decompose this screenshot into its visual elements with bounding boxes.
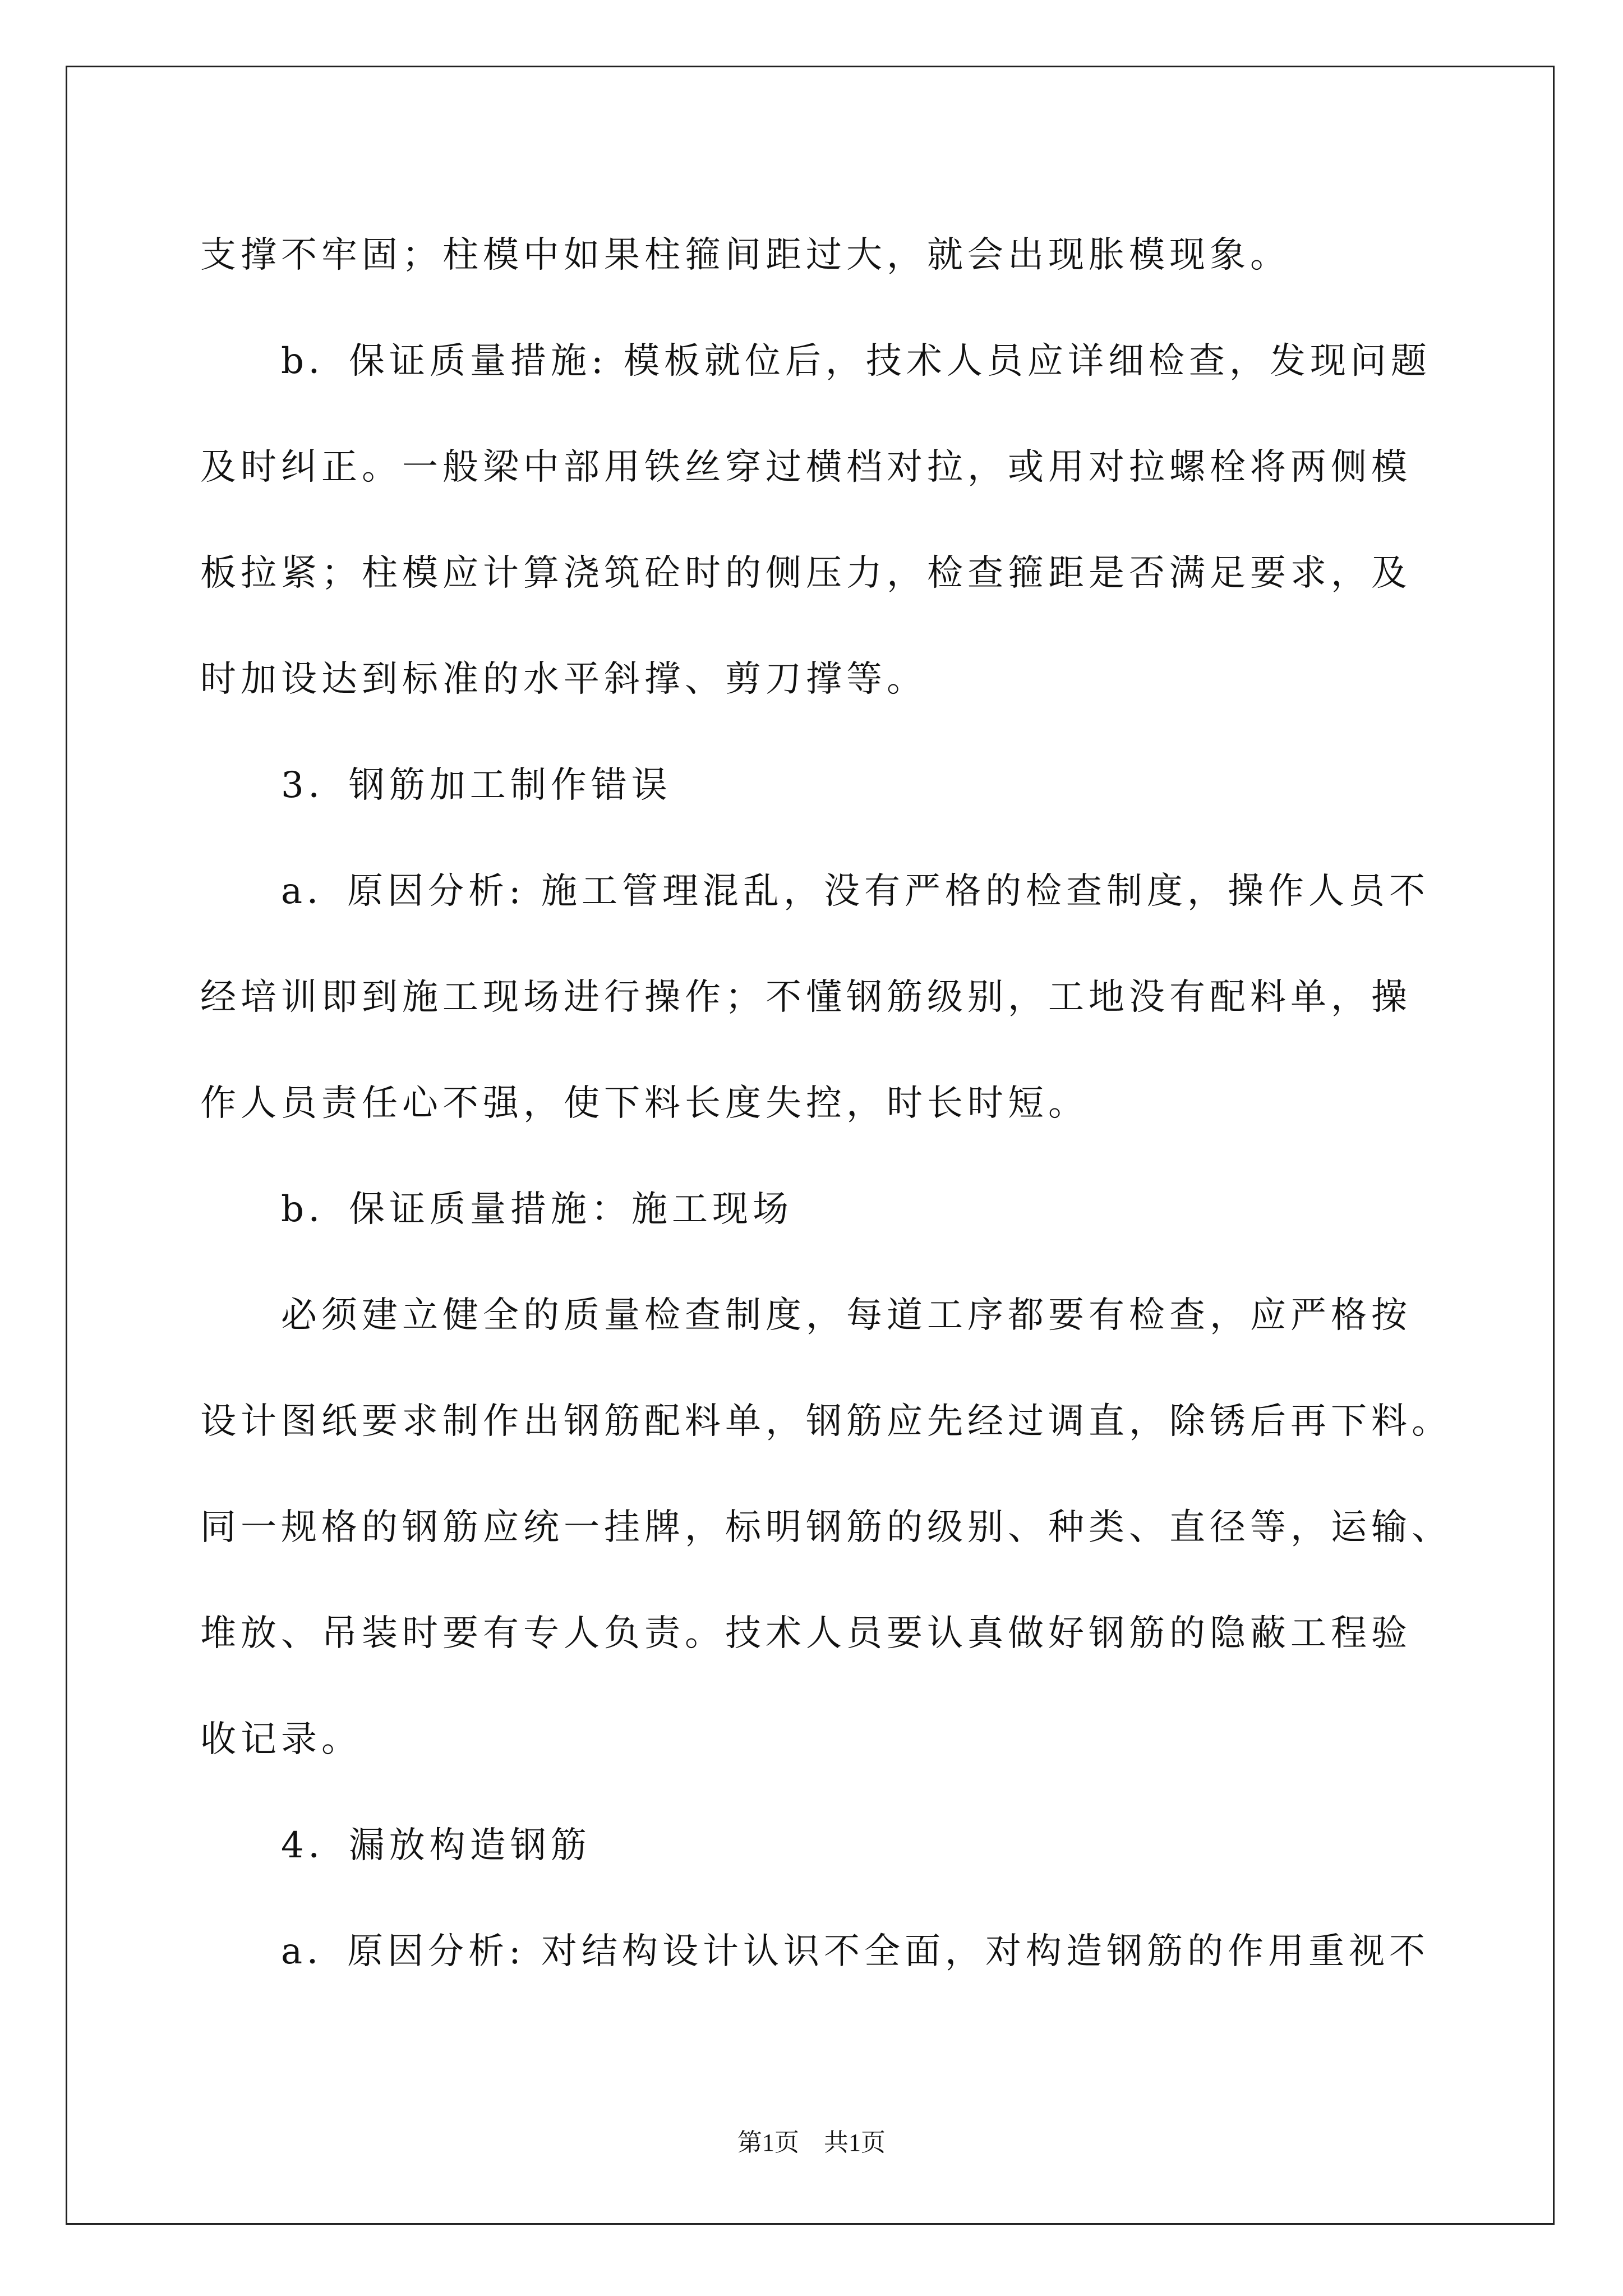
text-line: 同一规格的钢筋应统一挂牌，标明钢筋的级别、种类、直径等，运输、: [200, 1507, 1452, 1548]
text-line: 必须建立健全的质量检查制度，每道工序都要有检查，应严格按: [281, 1295, 1412, 1336]
paragraph-continuation: [200, 203, 1490, 309]
text-line: 及时纠正。一般梁中部用铁丝穿过横档对拉，或用对拉螺栓将两侧模: [200, 447, 1412, 488]
paragraph-quality-measures-site: [200, 1157, 1490, 1263]
paragraph-cause-analysis: [200, 839, 1490, 1157]
text-line: 时加设达到标准的水平斜撑、剪刀撑等。: [200, 659, 927, 700]
paragraph-inspection-system: [200, 1263, 1490, 1793]
text-line: a．原因分析: 施工管理混乱，没有严格的检查制度，操作人员不: [281, 871, 1430, 912]
paragraph-cause-analysis-2: [200, 1899, 1490, 2005]
paragraph-quality-measures-formwork: [200, 309, 1490, 733]
text-line: 收记录。: [200, 1719, 362, 1760]
text-line: 支撑不牢固；柱模中如果柱箍间距过大，就会出现胀模现象。: [200, 234, 1290, 276]
section-heading-4: [200, 1793, 1490, 1899]
text-line: b．保证质量措施：施工现场: [281, 1189, 793, 1230]
section-heading: 4．漏放构造钢筋: [281, 1825, 591, 1866]
text-line: a．原因分析: 对结构设计认识不全面，对构造钢筋的作用重视不: [281, 1931, 1430, 1972]
text-line: 板拉紧；柱模应计算浇筑砼时的侧压力，检查箍距是否满足要求，及: [200, 553, 1412, 594]
section-heading-3: [200, 733, 1490, 839]
page-number-footer: 第1页 共1页: [737, 2129, 886, 2156]
text-line: 作人员责任心不强，使下料长度失控，时长时短。: [200, 1083, 1089, 1124]
document-body: [200, 203, 1490, 2005]
section-heading: 3．钢筋加工制作错误: [281, 765, 672, 806]
text-line: b．保证质量措施: 模板就位后，技术人员应详细检查，发现问题: [281, 341, 1431, 382]
text-line: 设计图纸要求制作出钢筋配料单，钢筋应先经过调直，除锈后再下料。: [200, 1401, 1452, 1442]
text-line: 经培训即到施工现场进行操作；不懂钢筋级别，工地没有配料单，操: [200, 977, 1412, 1018]
text-line: 堆放、吊装时要有专人负责。技术人员要认真做好钢筋的隐蔽工程验: [200, 1613, 1412, 1654]
